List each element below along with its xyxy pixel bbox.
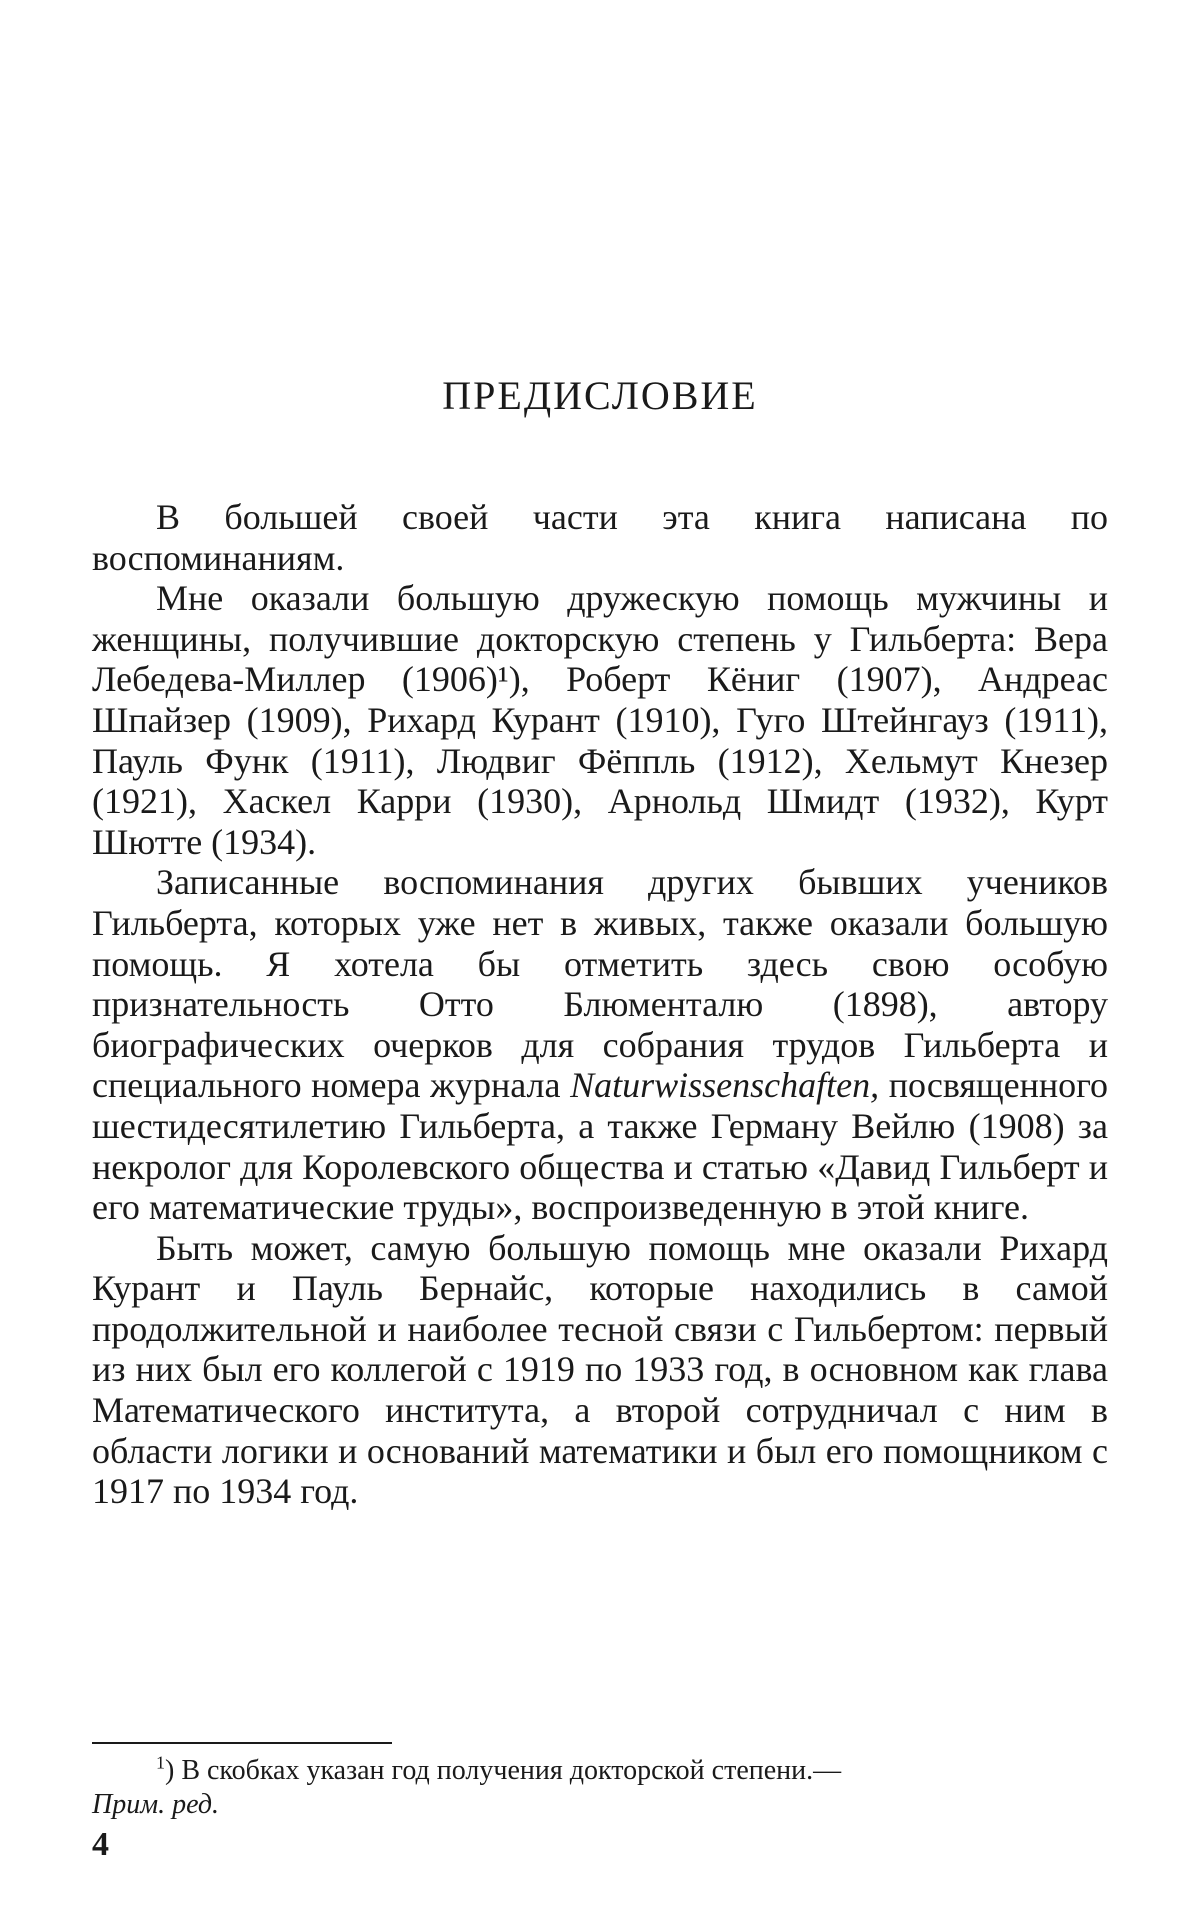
page-number: 4 bbox=[92, 1826, 109, 1863]
footnote-marker: 1 bbox=[156, 1752, 165, 1773]
paragraph-2: Мне оказали большую дружескую помощь мужчины и женщины, получившие докторскую степень у Гильберта: Вера Лебедева-Миллер (1906)¹), Роберт Кёниг (1907), Андреас Шпайзер (1909), Рихард Курант (1910), Гуго Штейнгауз (1911), Пауль Функ (1911), Людвиг Фёппль (1912), Хельмут Кнезер (1921), Хаскел Карри (1930), Арнольд Шмидт (1932), Курт Шютте (1934). bbox=[92, 578, 1108, 862]
journal-title: Naturwissenschaften, bbox=[570, 1065, 880, 1106]
paragraph-3 bbox=[92, 862, 1108, 1227]
preface-body bbox=[92, 497, 1108, 1512]
footnote-text: ) В скобках указан год получения докторской степени.— bbox=[165, 1755, 842, 1786]
page-title: ПРЕДИСЛОВИЕ bbox=[442, 373, 758, 418]
paragraph-3-text: Записанные воспоминания других бывших учеников Гильберта, которых уже нет в живых, также оказали большую помощь. Я хотела бы отметить здесь свою особую признательность Отто Блюменталю (1898), автору биографических очерков для собрания трудов Гильберта и специального номера журнала bbox=[92, 862, 1108, 1106]
paragraph-4: Быть может, самую большую помощь мне оказали Рихард Курант и Пауль Бернайс, которые находились в самой продолжительной и наиболее тесной связи с Гильбертом: первый из них был его коллегой с 1919 по 1933 год, в основном как глава Математического института, а второй сотрудничал с ним в области логики и оснований математики и был его помощником с 1917 по 1934 год. bbox=[92, 1227, 1108, 1512]
footnote-divider bbox=[92, 1742, 392, 1744]
paragraph-3-continuation: посвященного шестидесятилетию Гильберта, а также Герману Вейлю (1908) за некролог для Королевского общества и статью «Давид Гильберт и его математические труды», воспроизведенную в этой книге. bbox=[92, 1065, 1109, 1228]
footnote-body bbox=[92, 1754, 1108, 1788]
footnote bbox=[92, 1754, 1108, 1822]
paragraph-1: В большей своей части эта книга написана по воспоминаниям. bbox=[92, 497, 1108, 578]
footnote-editor-note: Прим. ред. bbox=[92, 1789, 219, 1820]
